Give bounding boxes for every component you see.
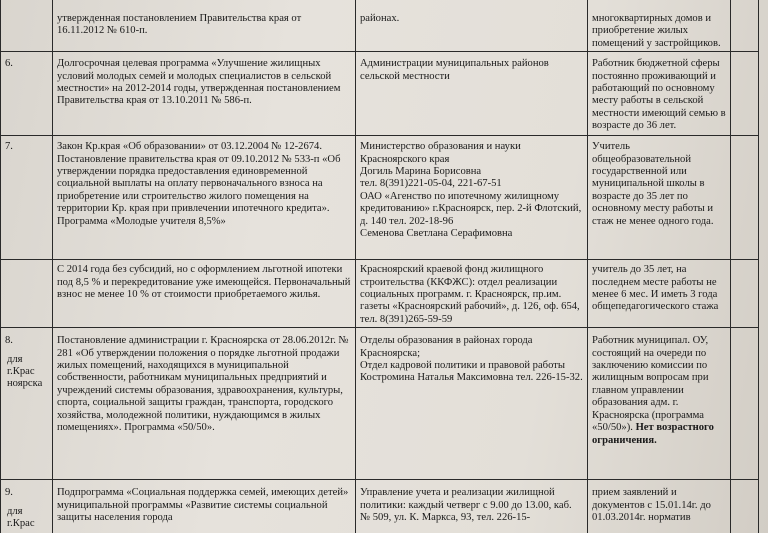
agency-address: ОАО «Агенство по ипотечному жилищному кредитованию» г.Красноярск, пер. 2-й Флотский, д. 140 тел. 202-18-96 <box>360 190 582 227</box>
contact-phone: тел. 8(391)221-05-04, 221-67-51 <box>360 178 502 190</box>
row-number: 6. <box>1 52 53 136</box>
recipients-cell: Учитель общеобразовательной государственной или муниципальной школы в возрасте до 35 лет по основному месту работы и стаж не менее одного года. <box>588 136 731 260</box>
department-line: Отдел кадровой политики и правовой работы Костромина Наталья Максимовна тел. 226-15-32. <box>360 360 583 384</box>
table-row <box>1 480 759 533</box>
table-row <box>1 136 759 260</box>
contact-cell: районах. <box>356 0 588 52</box>
recipients-cell: учитель до 35 лет, на последнем месте работы не менее 6 мес. И иметь 3 года общепедагогического стажа <box>588 260 731 328</box>
recipients-text: Работник муниципал. ОУ, состоящий на очереди по заключению комиссии по жилищным вопросам при главном управлении образования адм. г. Красноярска (программа «50/50»). <box>592 335 709 434</box>
table-row <box>1 260 759 328</box>
row-index: 8. <box>5 335 13 347</box>
program-cell: С 2014 года без субсидий, но с оформлением льготной ипотеки под 8,5 % и перекредитование уже имеющейся. Первоначальный взнос не менее 10 % от стоимости приобретаемого жилья. <box>53 260 356 328</box>
contact-cell <box>356 136 588 260</box>
contact-cell <box>356 328 588 480</box>
empty-cell <box>731 480 759 533</box>
table-row <box>1 328 759 480</box>
contact-person: Семенова Светлана Серафимовна <box>360 228 513 240</box>
contact-cell: Управление учета и реализации жилищной политики: каждый четверг с 9.00 до 13.00, каб. № 509, ул. К. Маркса, 93, тел. 226-15- <box>356 480 588 533</box>
contact-person: Догиль Марина Борисовна <box>360 166 482 178</box>
empty-cell <box>731 52 759 136</box>
empty-cell <box>731 260 759 328</box>
recipients-cell: прием заявлений и документов с 15.01.14г. до 01.03.2014г. норматив <box>588 480 731 533</box>
program-cell: Постановление администрации г. Красноярска от 28.06.2012г. № 281 «Об утверждении положения о порядке льготной продажи жилых помещений, находящихся в муниципальной собственности, работникам муниципальных предприятий и учреждений системы образования, здравоохранения, культуры, спорта, социальной защиты граждан, транспорта, городского хозяйства, молодежной политики, нуждающимся в жилых помещениях». Программа «50/50». <box>53 328 356 480</box>
ministry-name: Министерство образования и науки Красноярского края <box>360 141 521 165</box>
recipients-cell: Работник бюджетной сферы постоянно проживающий и работающий по основному месту работы в сельской местности имеющий семью в возрасте до 36 лет. <box>588 52 731 136</box>
program-cell <box>53 136 356 260</box>
row-number: 7. <box>1 136 53 260</box>
program-cell: Подпрограмма «Социальная поддержка семей, имеющих детей» муниципальной программы «Развитие системы социальной защиты населения города <box>53 480 356 533</box>
empty-cell <box>731 0 759 52</box>
program-cell: Долгосрочная целевая программа «Улучшение жилищных условий молодых семей и молодых специалистов в сельской местности» на 2012-2014 годы, утвержденная постановлением Правительства края от 13.10.2011 № 586-п. <box>53 52 356 136</box>
contact-cell: Администрации муниципальных районов сельской местности <box>356 52 588 136</box>
row-number <box>1 0 53 52</box>
empty-cell <box>731 136 759 260</box>
table-row <box>1 0 759 52</box>
row-number <box>1 480 53 533</box>
law-reference: Закон Кр.края «Об образовании» от 03.12.2004 № 12-2674. <box>57 141 322 153</box>
recipients-cell: многоквартирных домов и приобретение жилых помещений у застройщиков. <box>588 0 731 52</box>
city-note: для г.Крас <box>7 505 35 530</box>
empty-cell <box>731 328 759 480</box>
no-age-limit-note: Нет возрастного ограничения. <box>592 422 714 446</box>
recipients-cell <box>588 328 731 480</box>
table-row <box>1 52 759 136</box>
program-cell: утвержденная постановлением Правительства края от 16.11.2012 № 610-п. <box>53 0 356 52</box>
program-name: Программа «Молодые учителя 8,5%» <box>57 215 226 227</box>
contact-cell: Красноярский краевой фонд жилищного строительства (ККФЖС): отдел реализации социальных программ. г. Красноярск, пр.им. газеты «Красноярский рабочий», д. 126, оф. 654, тел. 8(391)265-59-59 <box>356 260 588 328</box>
city-note: для г.Крас ноярска <box>7 353 43 390</box>
row-number <box>1 328 53 480</box>
department-line: Отделы образования в районах города Красноярска; <box>360 335 533 359</box>
row-index: 9. <box>5 487 13 499</box>
row-number <box>1 260 53 328</box>
resolution-text: Постановление правительства края от 09.10.2012 № 533-п «Об утверждении порядка предоставления единовременной социальной выплаты на оплату первоначального взноса на приобретение или строительство жилого помещения на территории Кр. края при привлечении ипотечного кредита». <box>57 153 341 215</box>
